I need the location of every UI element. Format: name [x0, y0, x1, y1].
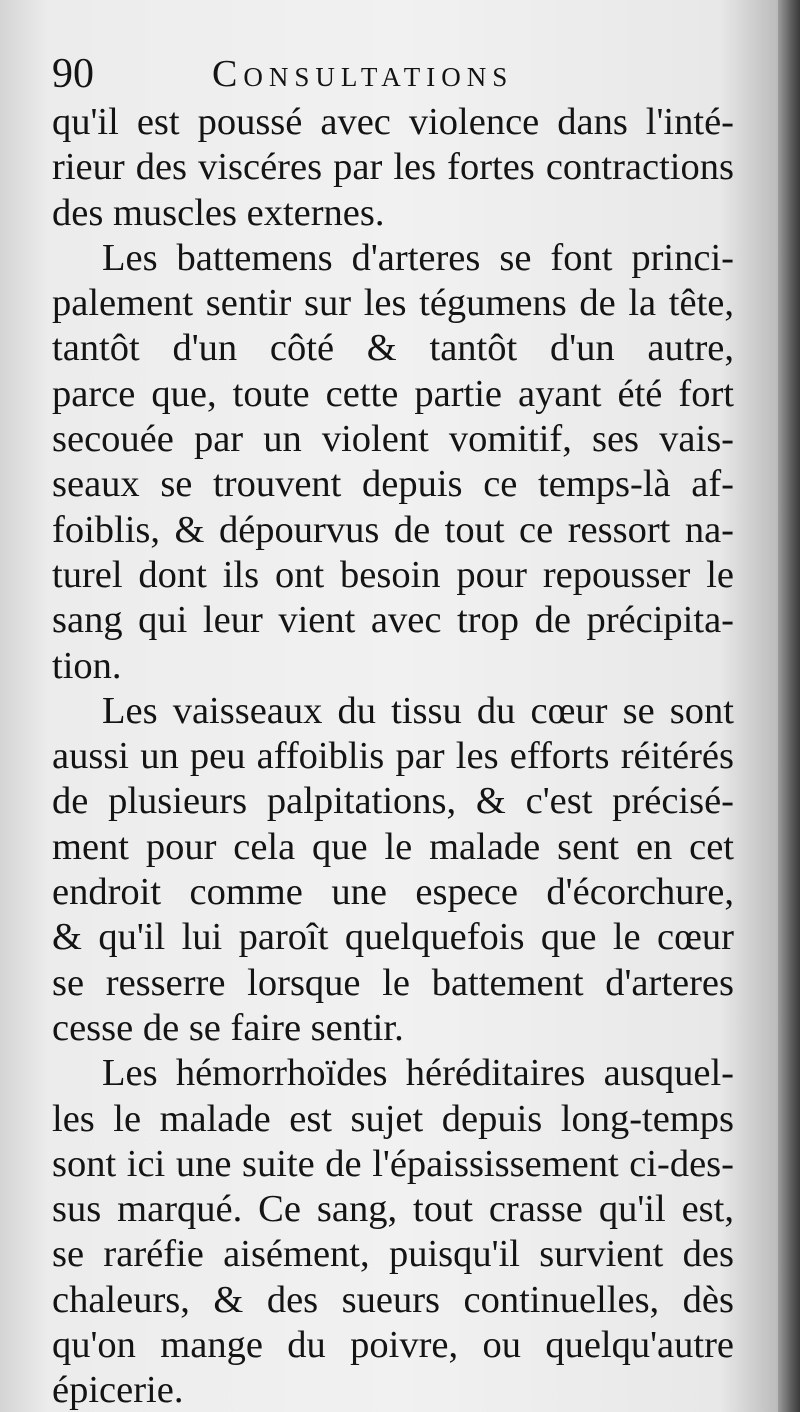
text-line: secouée par un violent vomitif, ses vais- [52, 418, 734, 461]
text-line: ment pour cela que le malade sent en cet [52, 825, 734, 868]
body-text [52, 100, 734, 1412]
paragraph [52, 1051, 734, 1412]
text-line: cesse de se faire sentir. [52, 1006, 404, 1049]
paragraph [52, 100, 734, 236]
text-line: tion. [52, 644, 122, 687]
text-line: aussi un peu affoiblis par les efforts réitérés [52, 735, 734, 778]
text-line: seaux se trouvent depuis ce temps-là af- [52, 463, 734, 506]
page-header [52, 46, 742, 102]
text-line: Les hémorrhoïdes héréditaires ausquel- [102, 1052, 734, 1095]
text-line: sus marqué. Ce sang, tout crasse qu'il est, [52, 1188, 734, 1231]
text-line: se resserre lorsque le battement d'arteres [52, 961, 734, 1004]
text-line: Les battemens d'arteres se font princi- [102, 236, 734, 279]
text-line: de plusieurs palpitations, & c'est précisé- [52, 780, 734, 823]
text-line: qu'on mange du poivre, ou quelqu'autre [52, 1324, 734, 1367]
text-line: rieur des viscéres par les fortes contractions [52, 146, 734, 189]
page-number: 90 [52, 51, 94, 97]
text-line: épicerie. [52, 1369, 184, 1412]
text-line: Les vaisseaux du tissu du cœur se sont [102, 689, 734, 732]
text-line: foiblis, & dépourvus de tout ce ressort na- [52, 508, 734, 551]
text-line: les le malade est sujet depuis long-temps [52, 1097, 734, 1140]
text-line: & qu'il lui paroît quelquefois que le cœur [52, 916, 734, 959]
text-line: parce que, toute cette partie ayant été fort [52, 372, 734, 415]
text-line: se raréfie aisément, puisqu'il survient des [52, 1233, 734, 1276]
text-line: palement sentir sur les tégumens de la tête, [52, 282, 734, 325]
text-line: des muscles externes. [52, 191, 385, 234]
running-title: Consultations [212, 53, 514, 95]
paragraph [52, 689, 734, 1051]
text-line: qu'il est poussé avec violence dans l'inté- [52, 101, 734, 143]
book-gutter [778, 0, 800, 1412]
text-line: turel dont ils ont besoin pour repousser le [52, 553, 734, 596]
text-line: sont ici une suite de l'épaississement ci-des- [52, 1142, 734, 1185]
paragraph [52, 236, 734, 689]
text-line: endroit comme une espece d'écorchure, [52, 871, 734, 914]
text-line: chaleurs, & des sueurs continuelles, dès [52, 1278, 734, 1321]
text-line: sang qui leur vient avec trop de précipita- [52, 599, 734, 642]
text-line: tantôt d'un côté & tantôt d'un autre, [52, 327, 734, 370]
